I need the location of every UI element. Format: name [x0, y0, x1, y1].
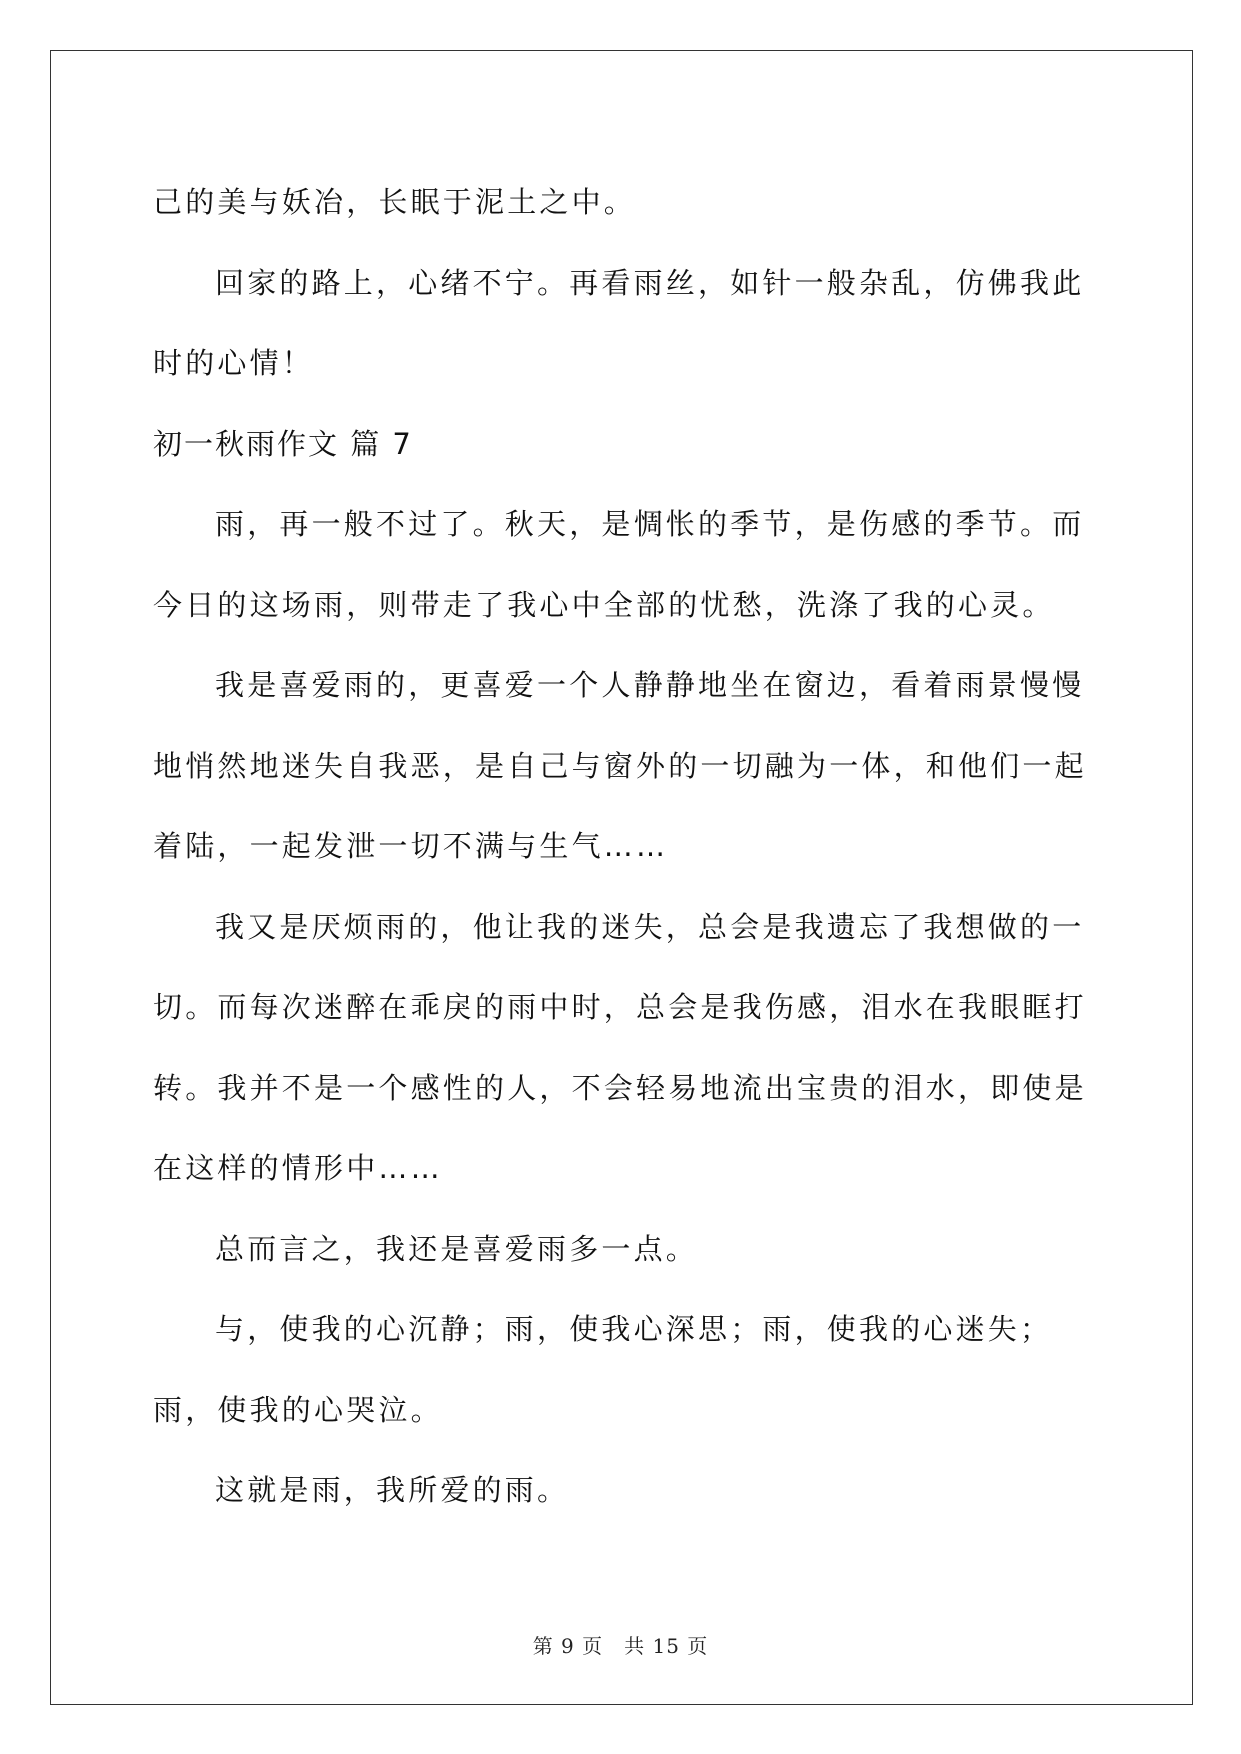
paragraph: 己的美与妖冶，长眠于泥土之中。	[153, 185, 637, 219]
paragraph: 这就是雨，我所爱的雨。	[215, 1473, 570, 1507]
paragraph: 回家的路上，心绪不宁。再看雨丝，如针一般杂乱，仿佛我此时的心情！	[153, 265, 1085, 380]
paragraph: 雨，再一般不过了。秋天，是惆怅的季节，是伤感的季节。而今日的这场雨，则带走了我心中全部的忧愁，洗涤了我的心灵。	[153, 507, 1085, 622]
paragraph: 总而言之，我还是喜爱雨多一点。	[215, 1231, 699, 1266]
paragraph: 我又是厌烦雨的，他让我的迷失，总会是我遗忘了我想做的一切。而每次迷醉在乖戾的雨中时，总会是我伤感，泪水在我眼眶打转。我并不是一个感性的人，不会轻易地流出宝贵的泪水，即使是在这样的情形中……	[153, 909, 1087, 1185]
paragraph: 与，使我的心沉静；雨，使我心深思；雨，使我的心迷失；雨，使我的心哭泣。	[153, 1312, 1053, 1427]
paragraph: 我是喜爱雨的，更喜爱一个人静静地坐在窗边，看着雨景慢慢地悄然地迷失自我恶，是自己与窗外的一切融为一体，和他们一起着陆，一起发泄一切不满与生气……	[153, 668, 1087, 863]
page-number-footer: 第 9 页 共 15 页	[532, 1634, 709, 1658]
document-body	[153, 162, 1113, 1531]
section-heading: 初一秋雨作文 篇 7	[153, 426, 413, 461]
